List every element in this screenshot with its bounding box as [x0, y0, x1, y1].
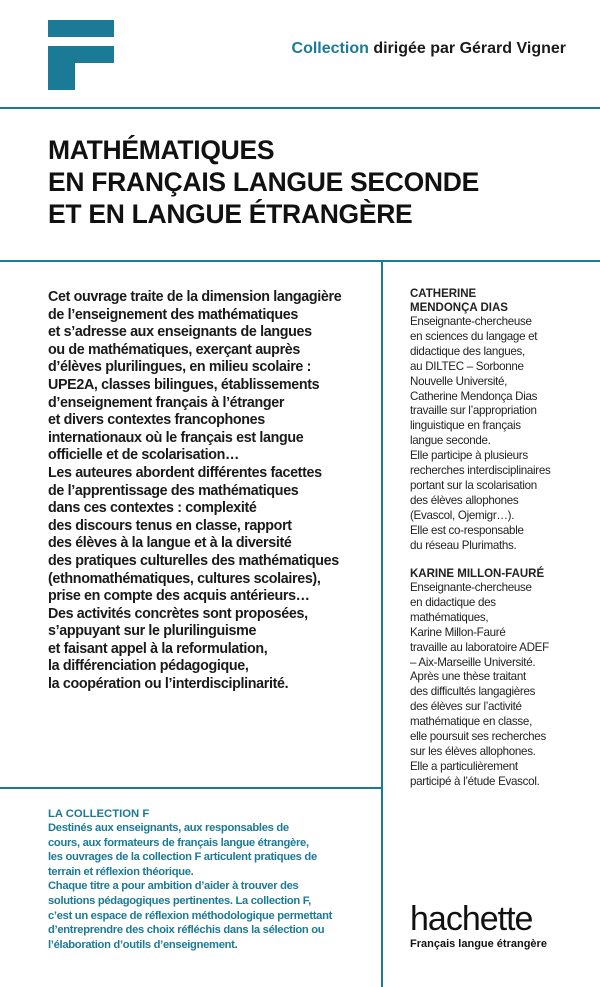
collection-line: Destinés aux enseignants, aux responsables de [48, 822, 289, 834]
description-line: des pratiques culturelles des mathématiques [48, 552, 339, 569]
description-line: Les auteures abordent différentes facettes [48, 464, 322, 481]
description-line: ou de mathématiques, exerçant auprès [48, 341, 300, 358]
bio-line: mathématiques, [410, 610, 489, 624]
bio-line: Enseignante-chercheuse [410, 581, 532, 594]
description-line: internationaux où le français est langue [48, 429, 304, 446]
description-line: et divers contextes francophones [48, 412, 265, 429]
bio-line: des élèves sur l’activité [410, 700, 522, 714]
bio-line: des difficultés langagières [410, 685, 536, 699]
bio-line: portant sur la scolarisation [410, 478, 537, 492]
bio-line: Elle est co-responsable [410, 523, 524, 537]
description-line: la coopération ou l’interdisciplinarité. [48, 676, 289, 693]
description-line: d’élèves plurilingues, en milieu scolaire : [48, 359, 312, 376]
author-millon-faure [410, 567, 595, 790]
bio-line: linguistique en français [410, 419, 521, 433]
collection-line: Chaque titre a pour ambition d’aider à trouver des [48, 880, 299, 893]
description-line: prise en compte des acquis antérieurs… [48, 588, 310, 605]
bio-line: Catherine Mendonça Dias [410, 389, 538, 403]
description-line: des élèves à la langue et à la diversité [48, 535, 292, 552]
author-name [410, 567, 595, 581]
collection-line: d’entreprendre des choix réfléchis dans la sélection ou [48, 924, 325, 937]
author-name-line: CATHERINE [410, 288, 477, 300]
divider-top [0, 107, 600, 109]
author-mendonca-dias [410, 287, 595, 554]
publisher-brand: hachette [410, 900, 533, 938]
bio-line: Après une thèse traitant [410, 670, 526, 684]
bio-line: travaille sur l’appropriation [410, 404, 537, 418]
divider-middle [0, 260, 600, 262]
author-name-line: KARINE MILLON-FAURÉ [410, 568, 545, 580]
author-name [410, 287, 595, 315]
author-bio [410, 315, 595, 554]
bio-line: (Evascol, Ojemigr…). [410, 508, 515, 522]
collection-word: Collection [291, 40, 369, 57]
bio-line: didactique des langues, [410, 344, 525, 358]
author-name-line: MENDONÇA DIAS [410, 302, 508, 314]
divider-vertical [381, 262, 383, 987]
bio-line: en didactique des [410, 595, 496, 609]
collection-credit [292, 40, 566, 58]
description-line: de l’apprentissage des mathématiques [48, 482, 299, 499]
bio-line: Karine Millon-Fauré [410, 625, 506, 639]
bio-line: recherches interdisciplinaires [410, 464, 551, 478]
description-line: (ethnomathématiques, cultures scolaires), [48, 570, 321, 587]
publisher-logo [410, 900, 547, 951]
description-line: la différenciation pédagogique, [48, 658, 249, 675]
title-line: MATHÉMATIQUES [48, 135, 275, 165]
collection-line: solutions pédagogiques pertinentes. La collection F, [48, 894, 311, 907]
bio-line: au DILTEC – Sorbonne [410, 359, 524, 373]
description-line: de l’enseignement des mathématiques [48, 306, 298, 323]
description-line: officielle et de scolarisation… [48, 447, 239, 464]
bio-line: Enseignante-chercheuse [410, 315, 532, 328]
bio-line: elle poursuit ses recherches [410, 730, 546, 744]
collection-line: l’élaboration d’outils d’enseignement. [48, 938, 238, 951]
collection-body [48, 821, 378, 952]
collection-director: dirigée par Gérard Vigner [373, 40, 566, 57]
bio-line: sur les élèves allophones. [410, 744, 536, 758]
author-bio [410, 581, 595, 790]
description-line: s’appuyant sur le plurilinguisme [48, 623, 257, 640]
bio-line: travaille au laboratoire ADEF [410, 640, 549, 654]
bio-line: langue seconde. [410, 434, 491, 448]
publisher-subtitle: Français langue étrangère [410, 938, 547, 950]
collection-line: c’est un espace de réflexion méthodologique permettant [48, 909, 333, 922]
collection-heading: LA COLLECTION F [48, 808, 150, 820]
book-description [48, 289, 373, 694]
title-line: EN FRANÇAIS LANGUE SECONDE [48, 167, 479, 197]
collection-f-logo-icon [48, 20, 114, 90]
description-line: d’enseignement français à l’étranger [48, 394, 285, 411]
bio-line: des élèves allophones [410, 493, 519, 507]
description-line: UPE2A, classes bilingues, établissements [48, 376, 320, 393]
description-line: et faisant appel à la reformulation, [48, 640, 268, 657]
collection-line: cours, aux formateurs de français langue étrangère, [48, 836, 309, 849]
description-line: dans ces contextes : complexité [48, 500, 257, 517]
title-line: ET EN LANGUE ÉTRANGÈRE [48, 199, 413, 229]
bio-line: mathématique en classe, [410, 715, 532, 729]
bio-line: Elle participe à plusieurs [410, 449, 528, 463]
bio-line: Elle a particulièrement [410, 759, 518, 773]
bio-line: Nouvelle Université, [410, 374, 508, 388]
description-line: Des activités concrètes sont proposées, [48, 605, 308, 622]
bio-line: du réseau Plurimaths. [410, 538, 517, 552]
divider-collection-box [0, 787, 381, 789]
bio-line: – Aix-Marseille Université. [410, 655, 536, 669]
collection-line: les ouvrages de la collection F articulent pratiques de [48, 851, 317, 864]
bio-line: en sciences du langage et [410, 329, 538, 343]
collection-line: terrain et réflexion théorique. [48, 865, 194, 878]
collection-f-box [48, 807, 378, 952]
description-line: et s’adresse aux enseignants de langues [48, 324, 312, 341]
description-line: Cet ouvrage traite de la dimension langagière [48, 289, 342, 305]
bio-line: participé à l’étude Evascol. [410, 774, 540, 788]
description-line: des discours tenus en classe, rapport [48, 517, 292, 534]
book-title [48, 134, 479, 230]
